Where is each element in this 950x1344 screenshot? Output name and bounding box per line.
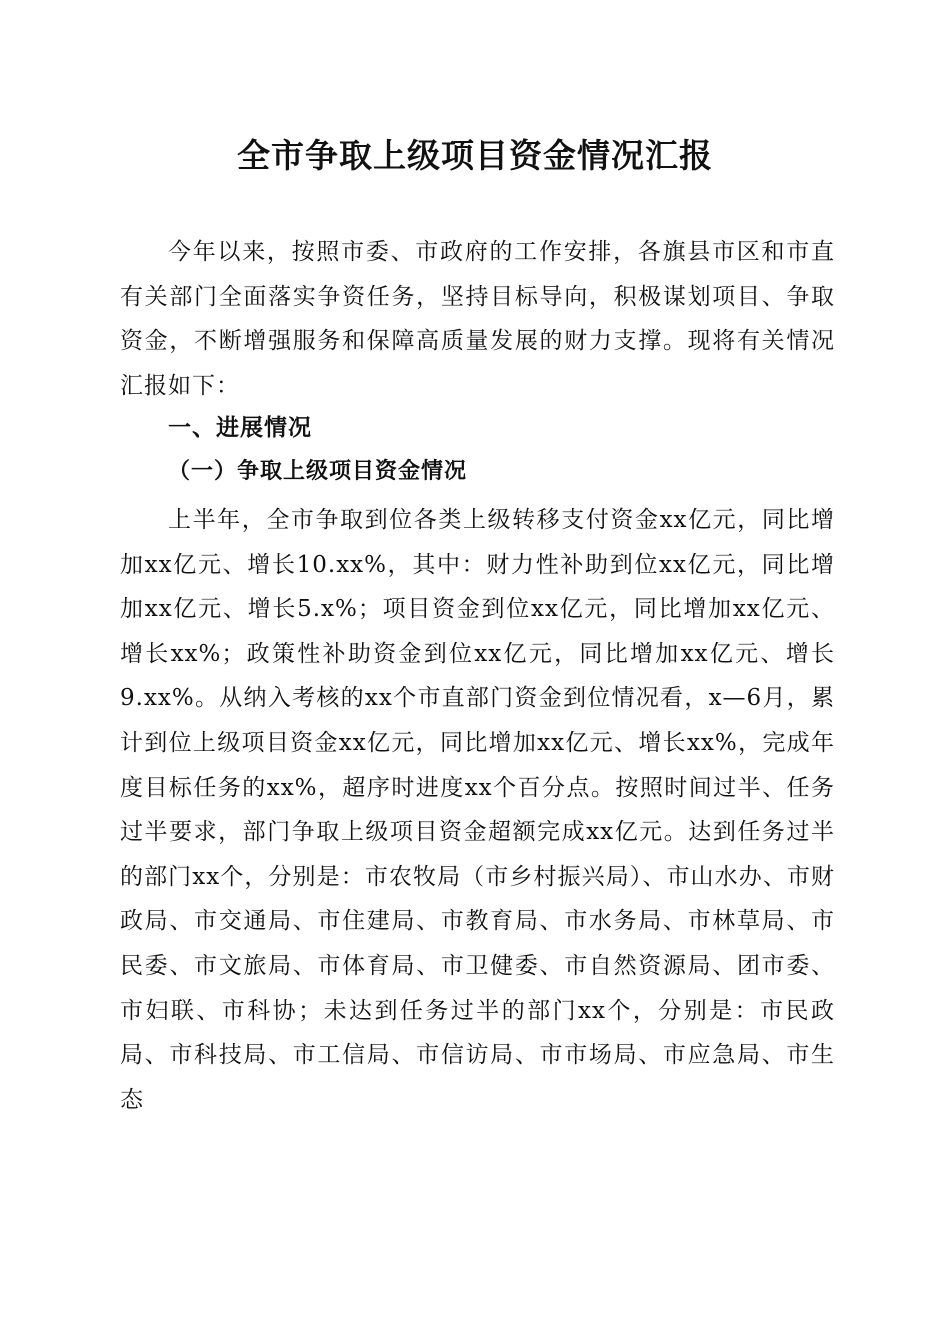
document-title: 全市争取上级项目资金情况汇报 — [237, 136, 713, 175]
body-paragraph: 上半年，全市争取到位各类上级转移支付资金xx亿元，同比增加xx亿元、增长10.xx%，其中：财力性补助到位xx亿元，同比增加xx亿元、增长5.x%；项目资金到位xx亿元，同比增加xx亿元、增长xx%；政策性补助资金到位xx亿元，同比增加xx亿元、增长9.xx%。从纳入考核的xx个市直部门资金到位情况看，x—6月，累计到位上级项目资金xx亿元，同比增加xx亿元、增长xx%，完成年度目标任务的xx%，超序时进度xx个百分点。按照时间过半、任务过半要求，部门争取上级项目资金超额完成xx亿元。达到任务过半的部门xx个，分别是：市农牧局（市乡村振兴局）、市山水办、市财政局、市交通局、市住建局、市教育局、市水务局、市林草局、市民委、市文旅局、市体育局、市卫健委、市自然资源局、团市委、市妇联、市科协；未达到任务过半的部门xx个，分别是：市民政局、市科技局、市工信局、市信访局、市市场局、市应急局、市生态 — [120, 507, 835, 1113]
section-heading: 一、进展情况 — [168, 415, 312, 441]
intro-paragraph: 今年以来，按照市委、市政府的工作安排，各旗县市区和市直有关部门全面落实争资任务，坚持目标导向，积极谋划项目、争取资金，不断增强服务和保障高质量发展的财力支撑。现将有关情况汇报如下： — [120, 239, 835, 399]
subsection-heading: （一）争取上级项目资金情况 — [168, 458, 468, 484]
